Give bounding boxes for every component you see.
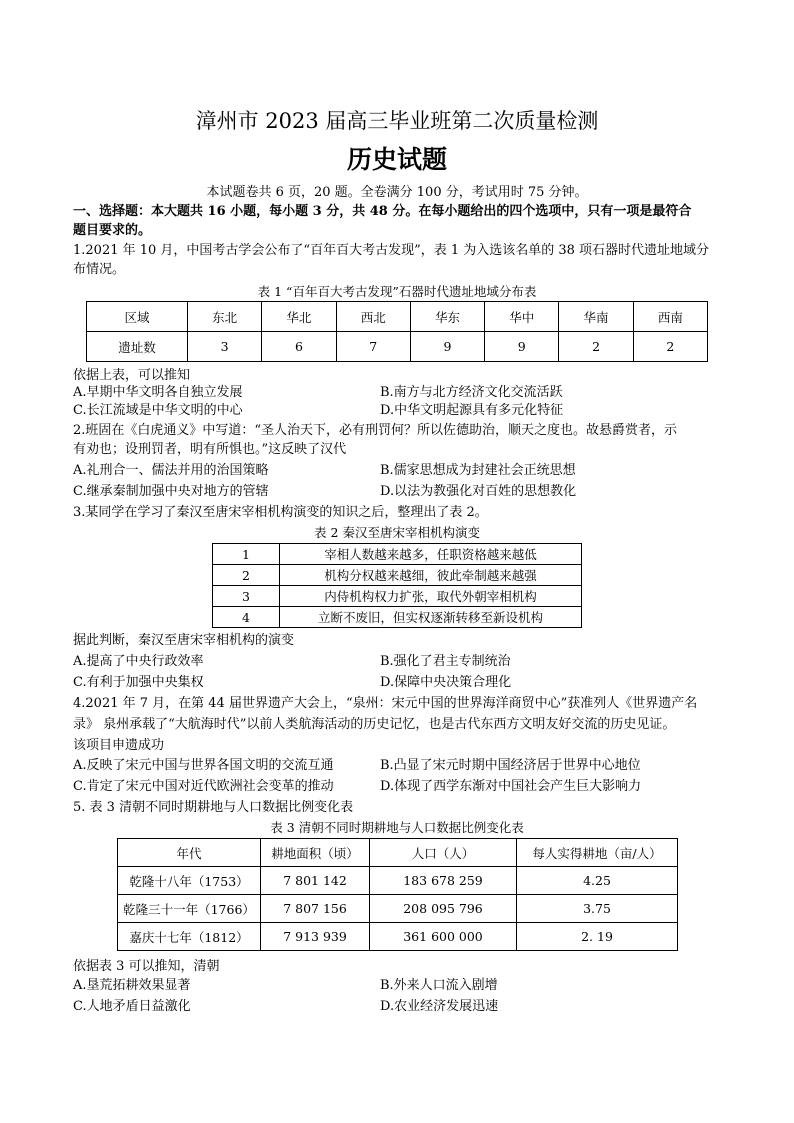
table-header-row bbox=[118, 839, 678, 867]
q1-prompt: 依据上表，可以推知 bbox=[73, 368, 191, 383]
q1-table bbox=[86, 301, 708, 362]
table-cell: 7 807 156 bbox=[261, 895, 370, 923]
table-cell: 年代 bbox=[118, 839, 261, 867]
q3-option-c[interactable]: C.有利于加强中央集权 bbox=[73, 675, 204, 690]
table-cell: 3.75 bbox=[517, 895, 678, 923]
table-row bbox=[213, 544, 582, 565]
table-row bbox=[118, 867, 678, 895]
table-cell: 华东 bbox=[410, 302, 484, 332]
table-cell: 2. 19 bbox=[517, 923, 678, 951]
q2-stem-line1: 2.班固在《白虎通义》中写道：“圣人治天下，必有刑罚何？所以佐德助治，顺天之度也。故悬爵赏者，示 bbox=[73, 423, 678, 438]
q2-option-d[interactable]: D.以法为教强化对百姓的思想教化 bbox=[380, 484, 577, 499]
q1-table-count-row bbox=[87, 332, 708, 362]
table-cell: 183 678 259 bbox=[370, 867, 517, 895]
table-cell: 每人实得耕地（亩/人） bbox=[517, 839, 678, 867]
q4-option-a[interactable]: A.反映了宋元中国与世界各国文明的交流互通 bbox=[73, 758, 334, 773]
table-cell: 西北 bbox=[336, 302, 410, 332]
q3-option-b[interactable]: B.强化了君主专制统治 bbox=[380, 654, 511, 669]
q5-option-d[interactable]: D.农业经济发展迅速 bbox=[380, 999, 499, 1014]
table-row bbox=[213, 565, 582, 586]
table-cell: 宰相人数越来越多，任职资格越来越低 bbox=[280, 544, 582, 565]
table-cell: 3 bbox=[188, 332, 262, 362]
q4-option-c[interactable]: C.肯定了宋元中国对近代欧洲社会变革的推动 bbox=[73, 779, 334, 794]
table-cell: 7 bbox=[336, 332, 410, 362]
q1-stem-line2: 布情况。 bbox=[73, 262, 126, 277]
table-cell: 嘉庆十七年（1812） bbox=[118, 923, 261, 951]
table-cell: 2 bbox=[213, 565, 280, 586]
q3-stem: 3.某同学在学习了秦汉至唐宋宰相机构演变的知识之后，整理出了表 2。 bbox=[73, 505, 488, 520]
table-cell: 2 bbox=[559, 332, 633, 362]
q5-option-a[interactable]: A.垦荒拓耕效果显著 bbox=[73, 978, 191, 993]
table-cell: 7 913 939 bbox=[261, 923, 370, 951]
table-cell: 9 bbox=[485, 332, 559, 362]
q1-stem-line1: 1.2021 年 10 月，中国考古学会公布了“百年百大考古发现”，表 1 为入选该名单的 38 项石器时代遗址地域分 bbox=[73, 243, 710, 258]
exam-title: 漳州市 2023 届高三毕业班第二次质量检测 bbox=[195, 109, 599, 133]
q4-stem-line1: 4.2021 年 7 月，在第 44 届世界遗产大会上，“泉州：宋元中国的世界海洋商贸中心”获准列人《世界遗产名 bbox=[73, 696, 698, 711]
table-cell: 华中 bbox=[485, 302, 559, 332]
q5-prompt: 依据表 3 可以推知，清朝 bbox=[73, 959, 220, 974]
q1-option-b[interactable]: B.南方与北方经济文化交流活跃 bbox=[380, 385, 563, 400]
table-cell: 乾隆三十一年（1766） bbox=[118, 895, 261, 923]
table-cell: 东北 bbox=[188, 302, 262, 332]
q5-table-caption: 表 3 清朝不同时期耕地与人口数据比例变化表 bbox=[270, 820, 524, 835]
section-intro-line1: 一、选择题：本大题共 16 小题，每小题 3 分，共 48 分。在每小题给出的四个选项中，只有一项是最符合 bbox=[73, 204, 692, 219]
q3-table-caption: 表 2 秦汉至唐宋宰相机构演变 bbox=[314, 525, 480, 540]
table-cell: 乾隆十八年（1753） bbox=[118, 867, 261, 895]
q4-stem-line3: 该项目申遗成功 bbox=[73, 738, 165, 753]
q4-stem-line2: 录》 泉州承载了“大航海时代”以前人类航海活动的历史记忆，也是古代东西方文明友好交流的历史见证。 bbox=[73, 717, 676, 732]
table-cell: 西南 bbox=[633, 302, 707, 332]
q1-option-d[interactable]: D.中华文明起源具有多元化特征 bbox=[380, 403, 564, 418]
subject-title: 历史试题 bbox=[346, 145, 447, 174]
table-cell: 4 bbox=[213, 607, 280, 628]
exam-info: 本试题卷共 6 页，20 题。全卷满分 100 分，考试用时 75 分钟。 bbox=[206, 185, 588, 200]
table-cell: 6 bbox=[262, 332, 336, 362]
table-cell: 华南 bbox=[559, 302, 633, 332]
table-cell: 7 801 142 bbox=[261, 867, 370, 895]
table-cell: 机构分权越来越细，彼此牵制越来越强 bbox=[280, 565, 582, 586]
q3-table bbox=[212, 543, 582, 628]
table-cell: 3 bbox=[213, 586, 280, 607]
table-cell: 内侍机构权力扩张，取代外朝宰相机构 bbox=[280, 586, 582, 607]
q1-option-a[interactable]: A.早期中华文明各自独立发展 bbox=[73, 385, 243, 400]
table-cell: 1 bbox=[213, 544, 280, 565]
table-cell: 2 bbox=[633, 332, 707, 362]
table-cell: 区域 bbox=[87, 302, 188, 332]
table-row bbox=[213, 607, 582, 628]
q2-option-c[interactable]: C.继承秦制加强中央对地方的管辖 bbox=[73, 484, 269, 499]
q4-option-b[interactable]: B.凸显了宋元时期中国经济居于世界中心地位 bbox=[380, 758, 641, 773]
q3-option-d[interactable]: D.保障中央决策合理化 bbox=[380, 675, 512, 690]
table-cell: 遗址数 bbox=[87, 332, 188, 362]
q2-stem-line2: 有劝也；设刑罚者，明有所惧也。”这反映了汉代 bbox=[73, 442, 347, 457]
section-intro-line2: 题目要求的。 bbox=[73, 223, 152, 238]
q2-option-b[interactable]: B.儒家思想成为封建社会正统思想 bbox=[380, 463, 576, 478]
q1-table-caption: 表 1 “百年百大考古发现”石器时代遗址地域分布表 bbox=[257, 284, 537, 299]
table-cell: 立断不废旧，但实权逐渐转移至新设机构 bbox=[280, 607, 582, 628]
table-cell: 361 600 000 bbox=[370, 923, 517, 951]
q3-prompt: 据此判断，秦汉至唐宋宰相机构的演变 bbox=[73, 633, 295, 648]
table-cell: 耕地面积（顷） bbox=[261, 839, 370, 867]
q5-option-c[interactable]: C.人地矛盾日益激化 bbox=[73, 999, 191, 1014]
q2-option-a[interactable]: A.礼刑合一、儒法并用的治国策略 bbox=[73, 463, 269, 478]
table-cell: 9 bbox=[410, 332, 484, 362]
q1-option-c[interactable]: C.长江流域是中华文明的中心 bbox=[73, 403, 243, 418]
table-row bbox=[213, 586, 582, 607]
table-row bbox=[118, 923, 678, 951]
q5-table bbox=[117, 838, 678, 951]
table-row bbox=[118, 895, 678, 923]
table-cell: 208 095 796 bbox=[370, 895, 517, 923]
q1-table-header-row bbox=[87, 302, 708, 332]
table-cell: 人口（人） bbox=[370, 839, 517, 867]
q5-option-b[interactable]: B.外来人口流入剧增 bbox=[380, 978, 498, 993]
table-cell: 华北 bbox=[262, 302, 336, 332]
table-cell: 4.25 bbox=[517, 867, 678, 895]
q3-option-a[interactable]: A.提高了中央行政效率 bbox=[73, 654, 204, 669]
q4-option-d[interactable]: D.体现了西学东渐对中国社会产生巨大影响力 bbox=[380, 779, 642, 794]
q5-stem: 5. 表 3 清朝不同时期耕地与人口数据比例变化表 bbox=[73, 800, 354, 815]
